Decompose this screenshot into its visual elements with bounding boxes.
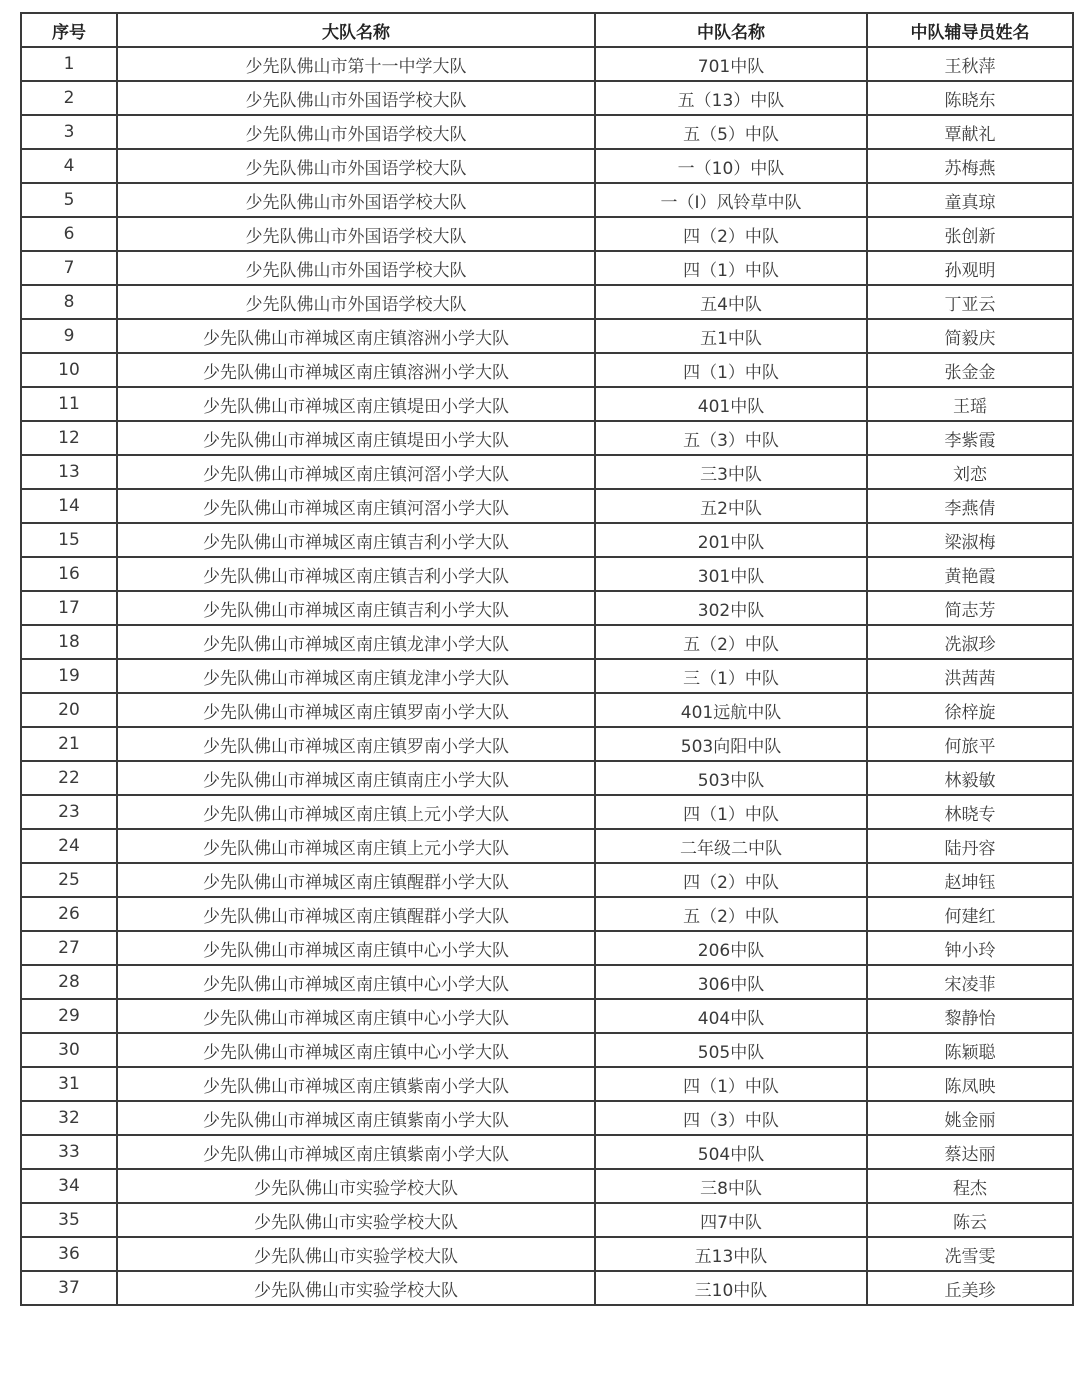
cell-squad-name: 四（1）中队 <box>595 795 867 829</box>
table-row <box>21 761 1073 795</box>
table-body <box>21 47 1073 1305</box>
table-row <box>21 863 1073 897</box>
cell-index: 4 <box>21 149 117 183</box>
cell-squad-name: 301中队 <box>595 557 867 591</box>
cell-brigade-name: 少先队佛山市禅城区南庄镇中心小学大队 <box>117 965 595 999</box>
table-row <box>21 251 1073 285</box>
cell-counselor-name: 赵坤钰 <box>867 863 1073 897</box>
cell-squad-name: 701中队 <box>595 47 867 81</box>
cell-squad-name: 五2中队 <box>595 489 867 523</box>
cell-counselor-name: 张创新 <box>867 217 1073 251</box>
cell-brigade-name: 少先队佛山市外国语学校大队 <box>117 217 595 251</box>
cell-brigade-name: 少先队佛山市禅城区南庄镇醒群小学大队 <box>117 897 595 931</box>
table-row <box>21 591 1073 625</box>
cell-index: 28 <box>21 965 117 999</box>
cell-squad-name: 五13中队 <box>595 1237 867 1271</box>
table-row <box>21 1271 1073 1305</box>
cell-squad-name: 503中队 <box>595 761 867 795</box>
cell-brigade-name: 少先队佛山市禅城区南庄镇南庄小学大队 <box>117 761 595 795</box>
cell-index: 16 <box>21 557 117 591</box>
cell-counselor-name: 王秋萍 <box>867 47 1073 81</box>
cell-index: 34 <box>21 1169 117 1203</box>
table-row <box>21 81 1073 115</box>
table-row <box>21 1101 1073 1135</box>
cell-brigade-name: 少先队佛山市禅城区南庄镇紫南小学大队 <box>117 1067 595 1101</box>
cell-counselor-name: 简毅庆 <box>867 319 1073 353</box>
cell-squad-name: 五（3）中队 <box>595 421 867 455</box>
cell-index: 35 <box>21 1203 117 1237</box>
cell-counselor-name: 徐梓旋 <box>867 693 1073 727</box>
cell-squad-name: 206中队 <box>595 931 867 965</box>
cell-index: 23 <box>21 795 117 829</box>
cell-index: 9 <box>21 319 117 353</box>
cell-counselor-name: 丘美珍 <box>867 1271 1073 1305</box>
cell-squad-name: 505中队 <box>595 1033 867 1067</box>
cell-counselor-name: 陈云 <box>867 1203 1073 1237</box>
cell-counselor-name: 冼雪雯 <box>867 1237 1073 1271</box>
cell-index: 19 <box>21 659 117 693</box>
table-row <box>21 659 1073 693</box>
cell-index: 32 <box>21 1101 117 1135</box>
cell-counselor-name: 姚金丽 <box>867 1101 1073 1135</box>
cell-index: 27 <box>21 931 117 965</box>
cell-index: 26 <box>21 897 117 931</box>
cell-squad-name: 五1中队 <box>595 319 867 353</box>
cell-counselor-name: 钟小玲 <box>867 931 1073 965</box>
header-counselor-name: 中队辅导员姓名 <box>867 13 1073 47</box>
table-row <box>21 523 1073 557</box>
cell-squad-name: 四（1）中队 <box>595 353 867 387</box>
cell-counselor-name: 林晓专 <box>867 795 1073 829</box>
cell-counselor-name: 何建红 <box>867 897 1073 931</box>
cell-index: 22 <box>21 761 117 795</box>
cell-index: 36 <box>21 1237 117 1271</box>
cell-squad-name: 五（2）中队 <box>595 897 867 931</box>
cell-index: 31 <box>21 1067 117 1101</box>
cell-squad-name: 302中队 <box>595 591 867 625</box>
cell-brigade-name: 少先队佛山市禅城区南庄镇河滘小学大队 <box>117 455 595 489</box>
cell-counselor-name: 简志芳 <box>867 591 1073 625</box>
cell-index: 5 <box>21 183 117 217</box>
cell-counselor-name: 黎静怡 <box>867 999 1073 1033</box>
cell-brigade-name: 少先队佛山市实验学校大队 <box>117 1203 595 1237</box>
table-row <box>21 1203 1073 1237</box>
cell-brigade-name: 少先队佛山市第十一中学大队 <box>117 47 595 81</box>
cell-counselor-name: 孙观明 <box>867 251 1073 285</box>
cell-squad-name: 306中队 <box>595 965 867 999</box>
cell-counselor-name: 洪茜茜 <box>867 659 1073 693</box>
cell-index: 15 <box>21 523 117 557</box>
cell-brigade-name: 少先队佛山市外国语学校大队 <box>117 251 595 285</box>
cell-squad-name: 401远航中队 <box>595 693 867 727</box>
cell-counselor-name: 何旅平 <box>867 727 1073 761</box>
cell-squad-name: 五（13）中队 <box>595 81 867 115</box>
cell-counselor-name: 黄艳霞 <box>867 557 1073 591</box>
cell-index: 8 <box>21 285 117 319</box>
cell-counselor-name: 王瑶 <box>867 387 1073 421</box>
cell-index: 1 <box>21 47 117 81</box>
cell-counselor-name: 陈凤映 <box>867 1067 1073 1101</box>
cell-squad-name: 一（10）中队 <box>595 149 867 183</box>
cell-brigade-name: 少先队佛山市禅城区南庄镇上元小学大队 <box>117 829 595 863</box>
cell-brigade-name: 少先队佛山市禅城区南庄镇龙津小学大队 <box>117 625 595 659</box>
cell-brigade-name: 少先队佛山市禅城区南庄镇中心小学大队 <box>117 931 595 965</box>
cell-counselor-name: 林毅敏 <box>867 761 1073 795</box>
cell-squad-name: 四（2）中队 <box>595 217 867 251</box>
cell-squad-name: 三8中队 <box>595 1169 867 1203</box>
cell-brigade-name: 少先队佛山市禅城区南庄镇中心小学大队 <box>117 1033 595 1067</box>
table-row <box>21 795 1073 829</box>
cell-counselor-name: 李燕倩 <box>867 489 1073 523</box>
table-row <box>21 1135 1073 1169</box>
table-row <box>21 47 1073 81</box>
table-row <box>21 319 1073 353</box>
cell-index: 33 <box>21 1135 117 1169</box>
table-row <box>21 1237 1073 1271</box>
table-row <box>21 693 1073 727</box>
cell-index: 13 <box>21 455 117 489</box>
header-row <box>21 13 1073 47</box>
cell-brigade-name: 少先队佛山市禅城区南庄镇吉利小学大队 <box>117 557 595 591</box>
cell-brigade-name: 少先队佛山市外国语学校大队 <box>117 115 595 149</box>
cell-brigade-name: 少先队佛山市禅城区南庄镇河滘小学大队 <box>117 489 595 523</box>
cell-squad-name: 四（1）中队 <box>595 1067 867 1101</box>
table-row <box>21 149 1073 183</box>
cell-index: 14 <box>21 489 117 523</box>
table-row <box>21 285 1073 319</box>
cell-brigade-name: 少先队佛山市外国语学校大队 <box>117 81 595 115</box>
cell-counselor-name: 苏梅燕 <box>867 149 1073 183</box>
cell-brigade-name: 少先队佛山市禅城区南庄镇罗南小学大队 <box>117 727 595 761</box>
table-row <box>21 1033 1073 1067</box>
cell-brigade-name: 少先队佛山市外国语学校大队 <box>117 183 595 217</box>
cell-counselor-name: 陈晓东 <box>867 81 1073 115</box>
cell-index: 25 <box>21 863 117 897</box>
table-row <box>21 1067 1073 1101</box>
cell-brigade-name: 少先队佛山市禅城区南庄镇溶洲小学大队 <box>117 319 595 353</box>
header-index: 序号 <box>21 13 117 47</box>
cell-index: 24 <box>21 829 117 863</box>
cell-counselor-name: 覃献礼 <box>867 115 1073 149</box>
table-row <box>21 217 1073 251</box>
cell-counselor-name: 童真琼 <box>867 183 1073 217</box>
table-row <box>21 727 1073 761</box>
cell-squad-name: 五（2）中队 <box>595 625 867 659</box>
cell-brigade-name: 少先队佛山市禅城区南庄镇龙津小学大队 <box>117 659 595 693</box>
cell-squad-name: 三10中队 <box>595 1271 867 1305</box>
table-row <box>21 965 1073 999</box>
cell-brigade-name: 少先队佛山市实验学校大队 <box>117 1271 595 1305</box>
table-row <box>21 625 1073 659</box>
cell-squad-name: 五4中队 <box>595 285 867 319</box>
cell-brigade-name: 少先队佛山市禅城区南庄镇吉利小学大队 <box>117 523 595 557</box>
cell-index: 20 <box>21 693 117 727</box>
cell-counselor-name: 丁亚云 <box>867 285 1073 319</box>
table-row <box>21 999 1073 1033</box>
cell-brigade-name: 少先队佛山市禅城区南庄镇紫南小学大队 <box>117 1101 595 1135</box>
roster-table <box>20 12 1074 1306</box>
cell-index: 30 <box>21 1033 117 1067</box>
cell-brigade-name: 少先队佛山市禅城区南庄镇中心小学大队 <box>117 999 595 1033</box>
cell-brigade-name: 少先队佛山市禅城区南庄镇上元小学大队 <box>117 795 595 829</box>
cell-counselor-name: 陆丹容 <box>867 829 1073 863</box>
cell-counselor-name: 陈颖聪 <box>867 1033 1073 1067</box>
cell-squad-name: 三（1）中队 <box>595 659 867 693</box>
cell-index: 12 <box>21 421 117 455</box>
cell-counselor-name: 李紫霞 <box>867 421 1073 455</box>
table-row <box>21 931 1073 965</box>
table-row <box>21 183 1073 217</box>
cell-squad-name: 三3中队 <box>595 455 867 489</box>
cell-counselor-name: 程杰 <box>867 1169 1073 1203</box>
cell-index: 37 <box>21 1271 117 1305</box>
table-row <box>21 1169 1073 1203</box>
cell-counselor-name: 梁淑梅 <box>867 523 1073 557</box>
cell-brigade-name: 少先队佛山市外国语学校大队 <box>117 285 595 319</box>
cell-squad-name: 504中队 <box>595 1135 867 1169</box>
header-brigade-name: 大队名称 <box>117 13 595 47</box>
table-row <box>21 353 1073 387</box>
cell-squad-name: 一（Ⅰ）风铃草中队 <box>595 183 867 217</box>
cell-brigade-name: 少先队佛山市外国语学校大队 <box>117 149 595 183</box>
cell-squad-name: 五（5）中队 <box>595 115 867 149</box>
table-row <box>21 387 1073 421</box>
cell-counselor-name: 张金金 <box>867 353 1073 387</box>
table-row <box>21 115 1073 149</box>
cell-brigade-name: 少先队佛山市禅城区南庄镇堤田小学大队 <box>117 387 595 421</box>
cell-brigade-name: 少先队佛山市实验学校大队 <box>117 1237 595 1271</box>
cell-squad-name: 四（1）中队 <box>595 251 867 285</box>
cell-index: 17 <box>21 591 117 625</box>
cell-brigade-name: 少先队佛山市禅城区南庄镇吉利小学大队 <box>117 591 595 625</box>
table-row <box>21 489 1073 523</box>
table-row <box>21 897 1073 931</box>
cell-index: 7 <box>21 251 117 285</box>
cell-squad-name: 四（2）中队 <box>595 863 867 897</box>
cell-squad-name: 401中队 <box>595 387 867 421</box>
cell-index: 29 <box>21 999 117 1033</box>
cell-brigade-name: 少先队佛山市禅城区南庄镇紫南小学大队 <box>117 1135 595 1169</box>
cell-brigade-name: 少先队佛山市禅城区南庄镇堤田小学大队 <box>117 421 595 455</box>
cell-brigade-name: 少先队佛山市禅城区南庄镇溶洲小学大队 <box>117 353 595 387</box>
cell-squad-name: 201中队 <box>595 523 867 557</box>
cell-squad-name: 404中队 <box>595 999 867 1033</box>
cell-brigade-name: 少先队佛山市禅城区南庄镇醒群小学大队 <box>117 863 595 897</box>
cell-squad-name: 二年级二中队 <box>595 829 867 863</box>
cell-counselor-name: 刘恋 <box>867 455 1073 489</box>
cell-index: 2 <box>21 81 117 115</box>
cell-squad-name: 四（3）中队 <box>595 1101 867 1135</box>
cell-index: 3 <box>21 115 117 149</box>
table-row <box>21 829 1073 863</box>
cell-brigade-name: 少先队佛山市实验学校大队 <box>117 1169 595 1203</box>
cell-brigade-name: 少先队佛山市禅城区南庄镇罗南小学大队 <box>117 693 595 727</box>
cell-index: 10 <box>21 353 117 387</box>
cell-squad-name: 四7中队 <box>595 1203 867 1237</box>
header-squad-name: 中队名称 <box>595 13 867 47</box>
cell-counselor-name: 冼淑珍 <box>867 625 1073 659</box>
cell-index: 6 <box>21 217 117 251</box>
cell-squad-name: 503向阳中队 <box>595 727 867 761</box>
table-row <box>21 455 1073 489</box>
cell-counselor-name: 蔡达丽 <box>867 1135 1073 1169</box>
table-row <box>21 557 1073 591</box>
cell-counselor-name: 宋凌菲 <box>867 965 1073 999</box>
cell-index: 21 <box>21 727 117 761</box>
cell-index: 11 <box>21 387 117 421</box>
cell-index: 18 <box>21 625 117 659</box>
table-row <box>21 421 1073 455</box>
